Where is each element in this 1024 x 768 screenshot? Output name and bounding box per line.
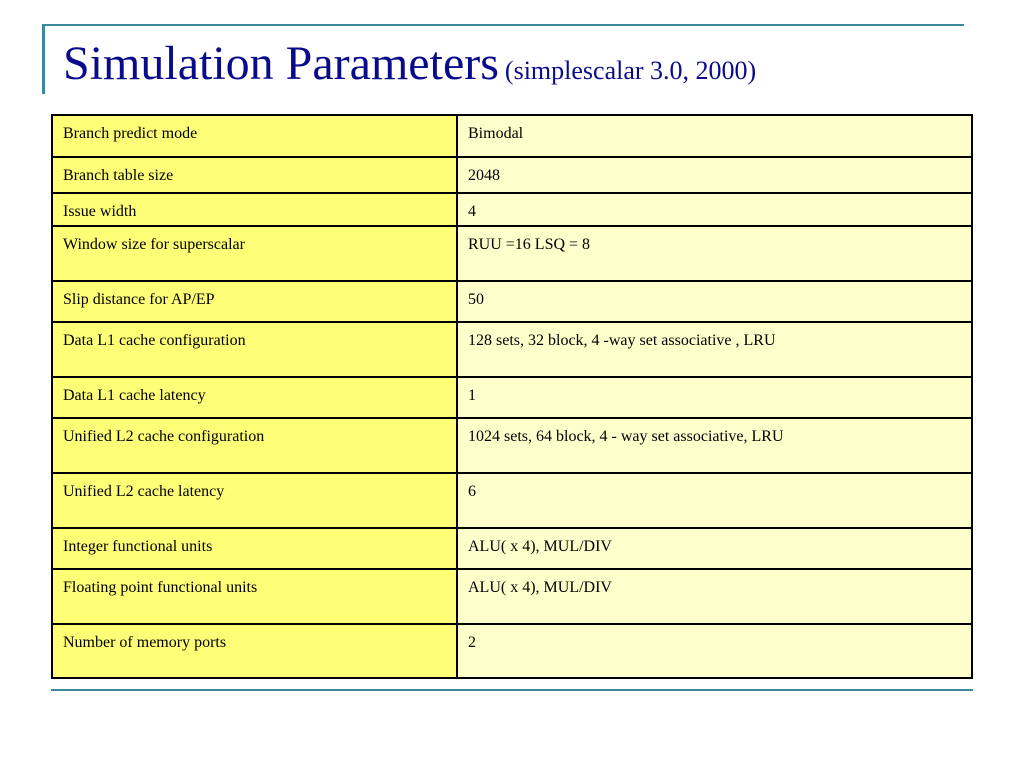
parameter-cell: Window size for superscalar — [52, 226, 457, 281]
simulation-parameters-table — [51, 114, 973, 679]
parameter-cell: Integer functional units — [52, 528, 457, 569]
table-row — [52, 624, 972, 678]
value-cell: RUU =16 LSQ = 8 — [457, 226, 972, 281]
bottom-divider-line — [51, 689, 973, 691]
value-cell: ALU( x 4), MUL/DIV — [457, 569, 972, 624]
table-row — [52, 418, 972, 473]
title-accent-vertical-line — [42, 24, 45, 94]
table-row — [52, 281, 972, 322]
value-cell: 128 sets, 32 block, 4 -way set associative , LRU — [457, 322, 972, 377]
parameter-cell: Branch predict mode — [52, 115, 457, 157]
table-row — [52, 226, 972, 281]
table-row — [52, 473, 972, 528]
parameter-cell: Floating point functional units — [52, 569, 457, 624]
parameter-cell: Data L1 cache configuration — [52, 322, 457, 377]
table-row — [52, 193, 972, 226]
parameter-cell: Unified L2 cache configuration — [52, 418, 457, 473]
slide-title — [63, 37, 757, 90]
table-row — [52, 115, 972, 157]
slide-title-subtitle: (simplescalar 3.0, 2000) — [504, 56, 757, 85]
parameter-cell: Data L1 cache latency — [52, 377, 457, 418]
value-cell: 2 — [457, 624, 972, 678]
value-cell: ALU( x 4), MUL/DIV — [457, 528, 972, 569]
value-cell: 1 — [457, 377, 972, 418]
value-cell: 2048 — [457, 157, 972, 193]
parameter-cell: Unified L2 cache latency — [52, 473, 457, 528]
value-cell: 6 — [457, 473, 972, 528]
title-accent-horizontal-line — [42, 24, 964, 26]
table-row — [52, 377, 972, 418]
table-body — [52, 115, 972, 678]
parameter-cell: Issue width — [52, 193, 457, 226]
value-cell: Bimodal — [457, 115, 972, 157]
parameter-cell: Branch table size — [52, 157, 457, 193]
value-cell: 4 — [457, 193, 972, 226]
parameter-cell: Number of memory ports — [52, 624, 457, 678]
table-row — [52, 322, 972, 377]
value-cell: 1024 sets, 64 block, 4 - way set associative, LRU — [457, 418, 972, 473]
table-row — [52, 569, 972, 624]
slide-title-main: Simulation Parameters — [63, 37, 499, 90]
value-cell: 50 — [457, 281, 972, 322]
table-row — [52, 157, 972, 193]
parameter-cell: Slip distance for AP/EP — [52, 281, 457, 322]
table-row — [52, 528, 972, 569]
